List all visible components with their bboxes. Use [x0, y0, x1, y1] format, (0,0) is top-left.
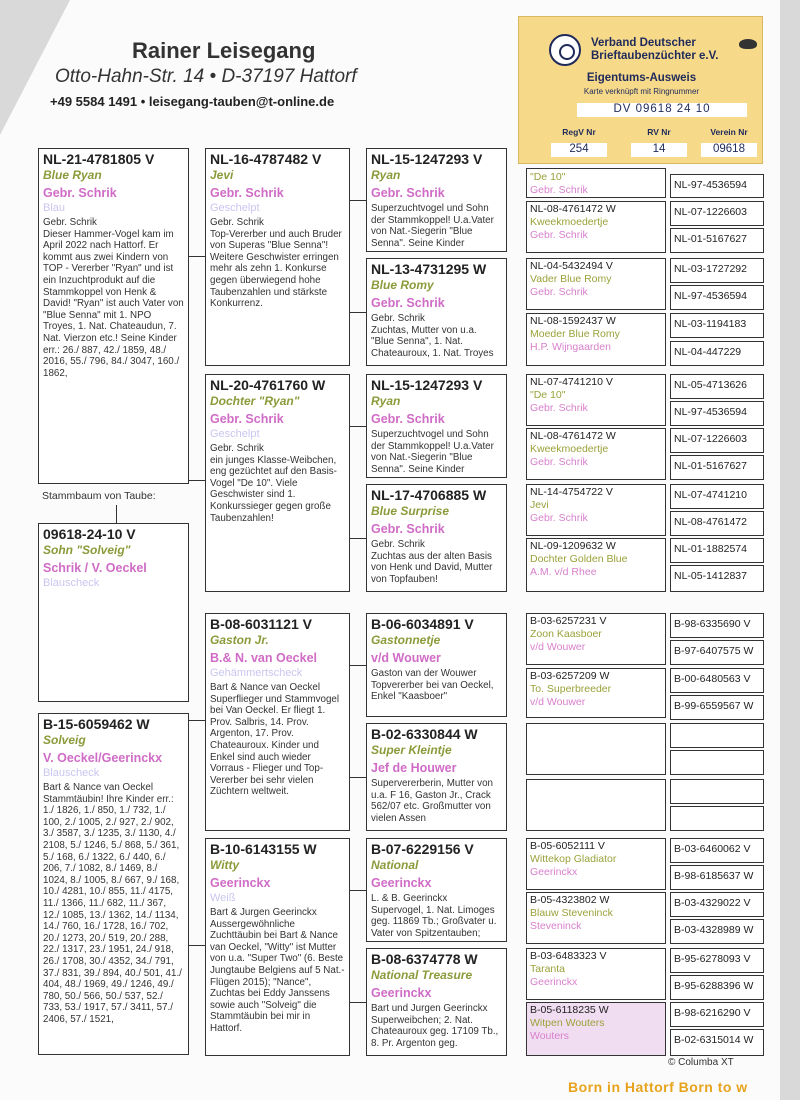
- connector: [350, 426, 366, 427]
- gg-name: Gastonnetje: [371, 633, 441, 647]
- connector: [350, 1002, 366, 1003]
- gg-description: Gaston van der Wouwer Topvererber bei van Oeckel, Enkel "Kaasboer": [371, 668, 494, 703]
- grandparent-name: Gaston Jr.: [210, 633, 269, 647]
- gen4-name: Wittekop Gladiator: [530, 853, 617, 865]
- gg-description: Bart und Jurgen Geerinckx Superweibchen; 2. Nat. Chateauroux geg. 17109 Tb., 8. Pr. Argenton geg.: [371, 1003, 499, 1049]
- connector: [189, 720, 205, 721]
- connector: [189, 256, 205, 257]
- gen4-ring: NL-04-5432494 V: [530, 260, 613, 272]
- stammbaum-label: Stammbaum von Taube:: [42, 490, 156, 502]
- gen5-ring: NL-05-1412837: [670, 565, 764, 592]
- gen4-breeder: Gebr. Schrik: [530, 512, 588, 524]
- gen5-ring: B-03-6460062 V: [670, 838, 764, 863]
- gen5-ring: NL-03-1194183: [670, 313, 764, 338]
- gen5-ring: [670, 779, 764, 804]
- ownership-card: [518, 16, 763, 164]
- connector: [350, 665, 366, 666]
- great-grandparent-card: [366, 484, 507, 592]
- gen4-ring: NL-08-4761472 W: [530, 430, 616, 442]
- grandparent-card: [205, 613, 350, 831]
- gg-ring: NL-13-4731295 W: [371, 261, 487, 277]
- gg-name: Blue Surprise: [371, 504, 450, 518]
- grandparent-description: Gebr. Schrik ein junges Klasse-Weibchen, eng gezüchtet auf den Basis-Vogel "De 10". Viele Geschwister sind 1. Konkurssieger gegen große Taubenzahlen!: [210, 443, 337, 524]
- gg-ring: NL-15-1247293 V: [371, 377, 483, 393]
- gg-ring: B-07-6229156 V: [371, 841, 474, 857]
- gen4-card: [526, 168, 666, 198]
- gen5-ring: B-99-6559567 W: [670, 695, 764, 720]
- gg-name: Ryan: [371, 394, 401, 408]
- connector: [350, 777, 366, 778]
- gen4-ring: NL-07-4741210 V: [530, 376, 613, 388]
- gen4-name: "De 10": [530, 389, 566, 401]
- connector: [116, 505, 117, 523]
- gen4-card: [526, 948, 666, 1000]
- grandparent-description: Gebr. Schrik Top-Vererber und auch Bruder von Superas "Blue Senna"! Weitere Geschwister erringen mehr als zehn 1. Konkurse gegen überwiegend hohe Taubenzahlen und stärkste Konkurrenz.: [210, 217, 342, 310]
- gg-description: L. & B. Geerinckx Supervogel, 1. Nat. Limoges geg. 11869 Tb.; Großvater u. Vater von Spitzentauben;: [371, 893, 497, 939]
- gen4-card: [526, 428, 666, 480]
- grandparent-color: Geschelpt: [210, 202, 260, 214]
- gg-breeder: Gebr. Schrik: [371, 412, 445, 426]
- card-label-rv: RV Nr: [647, 127, 671, 137]
- gen4-name: Blauw Steveninck: [530, 907, 613, 919]
- connector: [350, 200, 366, 201]
- gen4-breeder: Geerinckx: [530, 866, 578, 878]
- dam-breeder: V. Oeckel/Geerinckx: [43, 751, 163, 765]
- gen5-ring: B-00-6480563 V: [670, 668, 764, 693]
- gen4-breeder: Steveninck: [530, 920, 582, 932]
- gg-description: Supervererberin, Mutter von u.a. F 16, Gaston Jr., Crack 562/07 etc. Großmutter von vielen Assen: [371, 778, 493, 824]
- gg-breeder: Geerinckx: [371, 876, 432, 890]
- subject-ring: 09618-24-10 V: [43, 526, 136, 542]
- sire-name: Blue Ryan: [43, 168, 102, 182]
- gg-ring: B-06-6034891 V: [371, 616, 474, 632]
- gen4-name: Vader Blue Romy: [530, 273, 612, 285]
- card-value-regv: 254: [551, 143, 607, 157]
- great-grandparent-card: [366, 723, 507, 831]
- card-value-rv: 14: [631, 143, 687, 157]
- grandparent-description: Bart & Nance van Oeckel Superflieger und Stammvogel bei Van Oeckel. Er fliegt 1. Prov. Salbris, 14. Prov. Argenton, 17. Prov. Chateauroux. Kinder und Enkel sind auch wieder Vorraus - Flieger und Top-Vererber bei sehr vielen Züchtern weltweit.: [210, 682, 340, 798]
- gen4-card: [526, 892, 666, 944]
- gg-breeder: Gebr. Schrik: [371, 522, 445, 536]
- gen5-ring: NL-97-4536594: [670, 285, 764, 310]
- grandparent-name: Jevi: [210, 168, 234, 182]
- subject-color: Blauscheck: [43, 577, 100, 589]
- subject-breeder: Schrik / V. Oeckel: [43, 561, 147, 575]
- great-grandparent-card: [366, 948, 507, 1056]
- gen4-breeder: v/d Wouwer: [530, 641, 586, 653]
- gen5-ring: NL-97-4536594: [670, 174, 764, 198]
- gen5-ring: NL-04-447229: [670, 341, 764, 366]
- breeder-address: Otto-Hahn-Str. 14 • D-37197 Hattorf: [55, 66, 357, 87]
- gen4-breeder: Gebr. Schrik: [530, 184, 588, 196]
- grandparent-name: Witty: [210, 858, 240, 872]
- gg-breeder: Gebr. Schrik: [371, 296, 445, 310]
- dam-description: Bart & Nance van Oeckel Stammtäubin! Ihre Kinder err.: 1./ 1826, 1./ 850, 1./ 732, 1./ 100, 2./ 1005, 2./ 927, 2./ 902, 3./ 3587, 3./ 1235, 3./ 1130, 4./ 2108, 5./ 1246, 5./ 868, 5./ 361, 5./ 168, 6./ 1322, 6./ 440, 6./ 206, 7./ 1082, 8./ 1469, 8./ 1024, 8./ 1005, 8./ 667, 9./ 168, 10./ 4281, 10./ 855, 11./ 4175, 11./ 1366, 11./ 682, 11./ 367, 12./ 1085, 13./ 1362, 14./ 1134, 14./ 760, 16./ 1728, 16./ 702, 20./ 1273, 20./ 519, 20./ 288, 22./ 1317, 23./ 1951, 24./ 918, 26./ 1708, 30./ 4352, 34./ 791, 37./ 831, 39./ 894, 40./ 501, 41./ 404, 48./ 1969, 49./ 1246, 49./ 780, 50./ 566, 50./ 537, 52./ 733, 53./ 1917, 57./ 3411, 57./ 2406, 57./ 1521,: [43, 782, 182, 1025]
- dam-card: [38, 713, 189, 1055]
- gen4-card: [526, 613, 666, 665]
- gen4-card: [526, 484, 666, 536]
- gen4-name: Dochter Golden Blue: [530, 553, 628, 565]
- sire-color: Blau: [43, 202, 66, 214]
- grandparent-card: [205, 374, 350, 592]
- gen4-name: To. Superbreeder: [530, 683, 612, 695]
- gen4-name: Kweekmoedertje: [530, 443, 609, 455]
- gg-description: Superzuchtvogel und Sohn der Stammkoppel! U.a.Vater von Nat.-Siegerin "Blue Senna". Seine Kinder: [371, 203, 494, 249]
- card-subtitle: Karte verknüpft mit Ringnummer: [583, 87, 700, 96]
- gen4-breeder: Gebr. Schrik: [530, 229, 588, 241]
- gen4-name: Witpen Wouters: [530, 1017, 605, 1029]
- gen4-name: "De 10": [530, 171, 566, 183]
- grandparent-breeder: Geerinckx: [210, 876, 271, 890]
- gg-ring: NL-17-4706885 W: [371, 487, 487, 503]
- pigeon-icon: [739, 39, 757, 49]
- gen5-ring: NL-01-5167627: [670, 228, 764, 253]
- gen4-ring: NL-14-4754722 V: [530, 486, 613, 498]
- great-grandparent-card: [366, 148, 507, 252]
- grandparent-color: Weiß: [210, 892, 236, 904]
- gen4-card-empty: [526, 723, 666, 775]
- vdb-logo-icon: [549, 34, 581, 66]
- connector: [189, 945, 205, 946]
- gg-description: Gebr. Schrik Zuchtas aus der alten Basis von Henk und David, Mutter von Topfauben!: [371, 539, 493, 585]
- grandparent-description: Bart & Jurgen Geerinckx Aussergewöhnliche Zuchttäubin bei Bart & Nance van Oeckel, "Witty" ist Mutter von u.a. "Super Two" (6. Beste Jungtaube Belgiens auf 5 Nat.-Flügen 2015); "Nance", Zuchtas bei Eddy Janssens sowie auch "Solveig" die Stammtäubin bei mir in Hattorf.: [210, 907, 345, 1034]
- gen4-breeder: H.P. Wijngaarden: [530, 341, 611, 353]
- grandparent-breeder: Gebr. Schrik: [210, 412, 284, 426]
- gen5-ring: NL-07-1226603: [670, 201, 764, 226]
- gen4-card: [526, 258, 666, 310]
- gen5-ring: B-95-6288396 W: [670, 975, 764, 1000]
- gen4-ring: B-03-6257209 W: [530, 670, 610, 682]
- sire-breeder: Gebr. Schrik: [43, 186, 117, 200]
- card-ring-number: DV 09618 24 10: [577, 103, 747, 117]
- gen5-ring: NL-03-1727292: [670, 258, 764, 283]
- footer-slogan: Born in Hattorf Born to w: [568, 1079, 748, 1095]
- gen4-card: [526, 668, 666, 718]
- great-grandparent-card: [366, 374, 507, 478]
- gen4-card: [526, 374, 666, 426]
- gen5-ring: NL-07-4741210: [670, 484, 764, 509]
- gg-ring: B-02-6330844 W: [371, 726, 478, 742]
- connector: [350, 312, 366, 313]
- gen5-ring: NL-08-4761472: [670, 511, 764, 536]
- sire-card: [38, 148, 189, 484]
- gg-ring: B-08-6374778 W: [371, 951, 478, 967]
- gg-name: Ryan: [371, 168, 401, 182]
- gg-name: National: [371, 858, 419, 872]
- gen4-card-empty: [526, 779, 666, 831]
- gg-breeder: Geerinckx: [371, 986, 432, 1000]
- connector: [189, 480, 205, 481]
- grandparent-card: [205, 838, 350, 1056]
- gen4-ring: B-03-6483323 V: [530, 950, 607, 962]
- grandparent-ring: B-10-6143155 W: [210, 841, 317, 857]
- breeder-contact: +49 5584 1491 • leisegang-tauben@t-online.de: [50, 94, 335, 109]
- gen5-ring: B-95-6278093 V: [670, 948, 764, 973]
- gen4-name: Kweekmoedertje: [530, 216, 609, 228]
- connector: [350, 538, 366, 539]
- gen5-ring: NL-05-4713626: [670, 374, 764, 399]
- gen5-ring: NL-07-1226603: [670, 428, 764, 453]
- grandparent-ring: B-08-6031121 V: [210, 616, 312, 632]
- gen5-ring: B-98-6216290 V: [670, 1002, 764, 1027]
- gen5-ring: NL-01-5167627: [670, 455, 764, 480]
- great-grandparent-card: [366, 258, 507, 366]
- gg-ring: NL-15-1247293 V: [371, 151, 483, 167]
- gen4-breeder: Geerinckx: [530, 976, 578, 988]
- gg-breeder: v/d Wouwer: [371, 651, 441, 665]
- gg-breeder: Gebr. Schrik: [371, 186, 445, 200]
- gg-breeder: Jef de Houwer: [371, 761, 457, 775]
- gen4-ring: NL-08-4761472 W: [530, 203, 616, 215]
- gen4-card: [526, 313, 666, 366]
- great-grandparent-card: [366, 838, 507, 942]
- connector: [350, 890, 366, 891]
- gen5-ring: B-02-6315014 W: [670, 1029, 764, 1056]
- gen4-name: Taranta: [530, 963, 566, 975]
- gen4-ring: NL-08-1592437 W: [530, 315, 616, 327]
- gen5-ring: B-03-4328989 W: [670, 919, 764, 944]
- dam-name: Solveig: [43, 733, 86, 747]
- gen5-ring: NL-97-4536594: [670, 401, 764, 426]
- gg-name: National Treasure: [371, 968, 473, 982]
- gen4-ring: B-03-6257231 V: [530, 615, 607, 627]
- gen4-breeder: Gebr. Schrik: [530, 456, 588, 468]
- subject-card: [38, 523, 189, 702]
- card-org: Verband Deutscher Brieftaubenzüchter e.V.: [591, 37, 719, 62]
- gg-description: Superzuchtvogel und Sohn der Stammkoppel! U.a.Vater von Nat.-Siegerin "Blue Senna". Seine Kinder: [371, 429, 494, 475]
- grandparent-color: Geschelpt: [210, 428, 260, 440]
- gen4-breeder: Gebr. Schrik: [530, 402, 588, 414]
- gen4-ring: NL-09-1209632 W: [530, 540, 616, 552]
- gen5-ring: NL-01-1882574: [670, 538, 764, 563]
- gg-description: Gebr. Schrik Zuchtas, Mutter von u.a. "Blue Senna", 1. Nat. Chateauroux, 1. Nat. Troyes: [371, 313, 494, 359]
- grandparent-name: Dochter "Ryan": [210, 394, 300, 408]
- gen5-ring: B-98-6185637 W: [670, 865, 764, 890]
- gen4-name: Jevi: [530, 499, 549, 511]
- dam-ring: B-15-6059462 W: [43, 716, 150, 732]
- grandparent-ring: NL-16-4787482 V: [210, 151, 322, 167]
- sire-ring: NL-21-4781805 V: [43, 151, 155, 167]
- gen4-card: [526, 838, 666, 890]
- gen5-ring: B-98-6335690 V: [670, 613, 764, 638]
- grandparent-color: Gehämmertscheck: [210, 667, 303, 679]
- grandparent-ring: NL-20-4761760 W: [210, 377, 326, 393]
- gen4-breeder: Gebr. Schrik: [530, 286, 588, 298]
- gen5-ring: B-97-6407575 W: [670, 640, 764, 665]
- dam-color: Blauscheck: [43, 767, 100, 779]
- gen4-name: Moeder Blue Romy: [530, 328, 620, 340]
- gen5-ring: [670, 750, 764, 775]
- card-title: Eigentums-Ausweis: [586, 72, 697, 84]
- gg-name: Blue Romy: [371, 278, 434, 292]
- gen4-ring: B-05-6052111 V: [530, 840, 605, 852]
- gen4-breeder: v/d Wouwer: [530, 696, 586, 708]
- gen4-ring: B-05-6118235 W: [530, 1004, 609, 1016]
- card-value-verein: 09618: [701, 143, 757, 157]
- gen5-ring: B-03-4329022 V: [670, 892, 764, 917]
- gen4-ring: B-05-4323802 W: [530, 894, 610, 906]
- gen4-card: [526, 538, 666, 592]
- breeder-name: Rainer Leisegang: [132, 38, 316, 63]
- card-label-regv: RegV Nr: [562, 127, 596, 137]
- gg-name: Super Kleintje: [371, 743, 452, 757]
- gen5-ring: [670, 723, 764, 748]
- card-label-verein: Verein Nr: [710, 127, 748, 137]
- gen4-breeder: A.M. v/d Rhee: [530, 566, 597, 578]
- gen4-card: [526, 1002, 666, 1056]
- gen4-card: [526, 201, 666, 253]
- great-grandparent-card: [366, 613, 507, 717]
- sire-description: Gebr. Schrik Dieser Hammer-Vogel kam im April 2022 nach Hattorf. Er kommt aus zwei Kindern von TOP - Vererber "Ryan" und ist ein Inzuchtprodukt auf die Stammkoppel von Henk & David! "Ryan" ist auch Vater von "Blue Senna" mit 1. NPO Troyes, 1. Nat. Chateaudun, 7. Nat. Vierzon etc.! Seine Kinder err.: 26./ 887, 42./ 1859, 48./ 2016, 55./ 796, 84./ 3047, 160./ 1862,: [43, 217, 184, 379]
- copyright: © Columba XT: [668, 1057, 734, 1068]
- gen5-ring: [670, 806, 764, 831]
- grandparent-breeder: Gebr. Schrik: [210, 186, 284, 200]
- grandparent-breeder: B.& N. van Oeckel: [210, 651, 317, 665]
- gen4-name: Zoon Kaasboer: [530, 628, 602, 640]
- gen4-breeder: Wouters: [530, 1030, 569, 1042]
- subject-name: Sohn "Solveig": [43, 543, 131, 557]
- grandparent-card: [205, 148, 350, 366]
